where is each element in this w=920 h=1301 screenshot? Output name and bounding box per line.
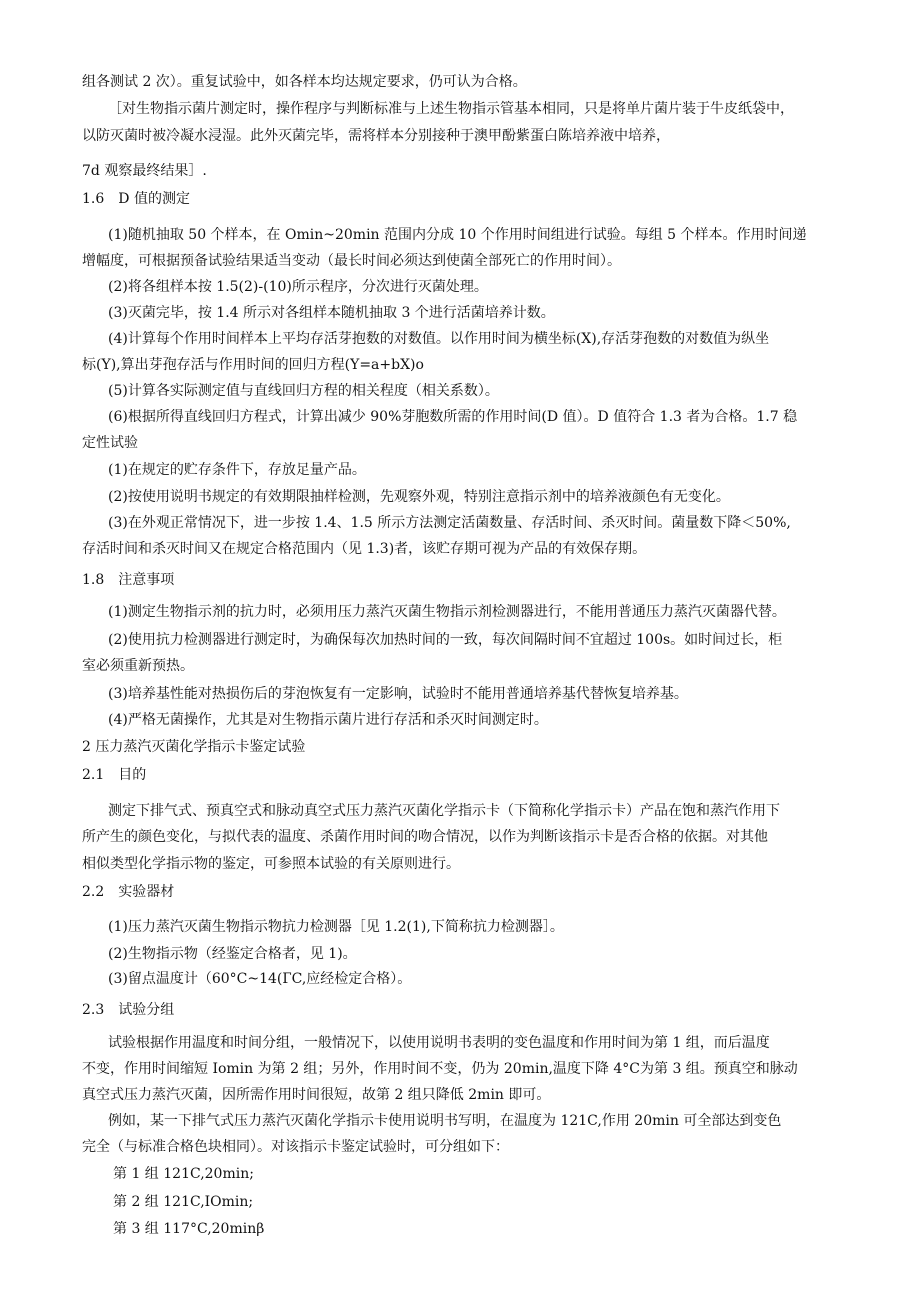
text-line: 相似类型化学指示物的鉴定，可参照本试验的有关原则进行。: [82, 856, 460, 872]
text-line: 以防灭菌时被冷凝水浸湿。此外灭菌完毕，需将样本分别接种于澳甲酚紫蛋白陈培养液中培养，: [82, 128, 670, 144]
text-line: (3)在外观正常情况下，进一步按 1.4、1.5 所示方法测定活菌数量、存活时间、杀灭时间。菌量数下降＜50%,: [108, 515, 791, 531]
text-line: 完全（与标准合格色块相同）。对该指示卡鉴定试验时，可分组如下：: [82, 1139, 509, 1155]
text-line: (6)根据所得直线回归方程式，计算出减少 90%芽胞数所需的作用时间(D 值）。D 值符合 1.3 者为合格。1.7 稳: [108, 409, 798, 425]
text-line: (4)严格无菌操作，尤其是对生物指示菌片进行存活和杀灭时间测定时。: [108, 712, 548, 728]
text-line: 组各测试 2 次）。重复试验中，如各样本均达规定要求，仍可认为合格。: [82, 74, 527, 90]
text-line: 标(Y),算出芽孢存活与作用时间的回归方程(Y=a+bX)o: [82, 357, 424, 373]
text-line: 所产生的颜色变化，与拟代表的温度、杀菌作用时间的吻合情况，以作为判断该指示卡是否合格的依据。对其他: [82, 829, 768, 845]
text-line: (4)计算每个作用时间样本上平均存活芽抱数的对数值。以作用时间为横坐标(X),存活芽孢数的对数值为纵坐: [108, 331, 770, 347]
text-line: 试验根据作用温度和时间分组，一般情况下，以使用说明书表明的变色温度和作用时间为第 1 组，而后温度: [108, 1035, 770, 1051]
text-line: (1)在规定的贮存条件下，存放足量产品。: [108, 462, 366, 478]
text-line: 第 1 组 121C,20min;: [113, 1166, 254, 1182]
text-line: (2)按使用说明书规定的有效期限抽样检测，先观察外观，特别注意指示剂中的培养液颜色有无变化。: [108, 489, 730, 505]
text-line: (1)测定生物指示剂的抗力时，必须用压力蒸汽灭菌生物指示剂检测器进行，不能用普通压力蒸汽灭菌器代替。: [108, 604, 786, 620]
section-heading: 2.3 试验分组: [82, 1002, 175, 1018]
text-line: 第 3 组 117°C,20minβ: [113, 1221, 265, 1237]
text-line: (1)压力蒸汽灭菌生物指示物抗力检测器［见 1.2(1),下简称抗力检测器］。: [108, 919, 564, 935]
text-line: (3)留点温度计（60°C~14(ГC,应经检定合格）。: [108, 971, 412, 987]
text-line: 不变，作用时间缩短 Iomin 为第 2 组；另外，作用时间不变，仍为 20min,温度下降 4°C为第 3 组。预真空和脉动: [82, 1061, 798, 1077]
section-heading: 2.2 实验器材: [82, 884, 175, 900]
text-line: (3)培养基性能对热损伤后的芽泡恢复有一定影响，试验时不能用普通培养基代替恢复培养基。: [108, 686, 688, 702]
text-line: 例如，某一下排气式压力蒸汽灭菌化学指示卡使用说明书写明，在温度为 121C,作用 20min 可全部达到变色: [108, 1113, 782, 1129]
text-line: 室必须重新预热。: [82, 658, 194, 674]
text-line: (2)将各组样本按 1.5(2)-(10)所示程序，分次进行灭菌处理。: [108, 279, 488, 295]
text-line: (3)灭菌完毕，按 1.4 所示对各组样本随机抽取 3 个进行活菌培养计数。: [108, 305, 555, 321]
text-line: 真空式压力蒸汽灭菌，因所需作用时间很短，故第 2 组只降低 2min 即可。: [82, 1087, 551, 1103]
text-line: (2)使用抗力检测器进行测定时，为确保每次加热时间的一致，每次间隔时间不宜超过 100s。如时间过长，柜: [108, 632, 783, 648]
section-heading: 2 压力蒸汽灭菌化学指示卡鉴定试验: [82, 739, 306, 755]
section-heading: 1.8 注意事项: [82, 572, 175, 588]
text-line: 增幅度，可根据预备试验结果适当变动（最长时间必须达到使菌全部死亡的作用时间）。: [82, 253, 621, 269]
text-line: 定性试验: [82, 435, 138, 451]
text-line: 测定下排气式、预真空式和脉动真空式压力蒸汽灭菌化学指示卡（下简称化学指示卡）产品在饱和蒸汽作用下: [108, 803, 780, 819]
text-line: (5)计算各实际测定值与直线回归方程的相关程度（相关系数）。: [108, 383, 499, 399]
text-line: (1)随机抽取 50 个样本，在 Omin~20min 范围内分成 10 个作用时间组进行试验。每组 5 个样本。作用时间递: [108, 227, 807, 243]
section-heading: 2.1 目的: [82, 767, 147, 783]
text-line: (2)生物指示物（经鉴定合格者，见 1)。: [108, 946, 357, 962]
text-line: 7d 观察最终结果］.: [82, 163, 207, 179]
section-heading: 1.6 D 值的测定: [82, 191, 190, 207]
text-line: 存活时间和杀灭时间又在规定合格范围内（见 1.3)者，该贮存期可视为产品的有效保存期。: [82, 541, 647, 557]
text-line: ［对生物指示菌片测定时，操作程序与判断标准与上述生物指示管基本相同，只是将单片菌片装于牛皮纸袋中，: [108, 101, 794, 117]
text-line: 第 2 组 121C,IOmin;: [113, 1194, 254, 1210]
